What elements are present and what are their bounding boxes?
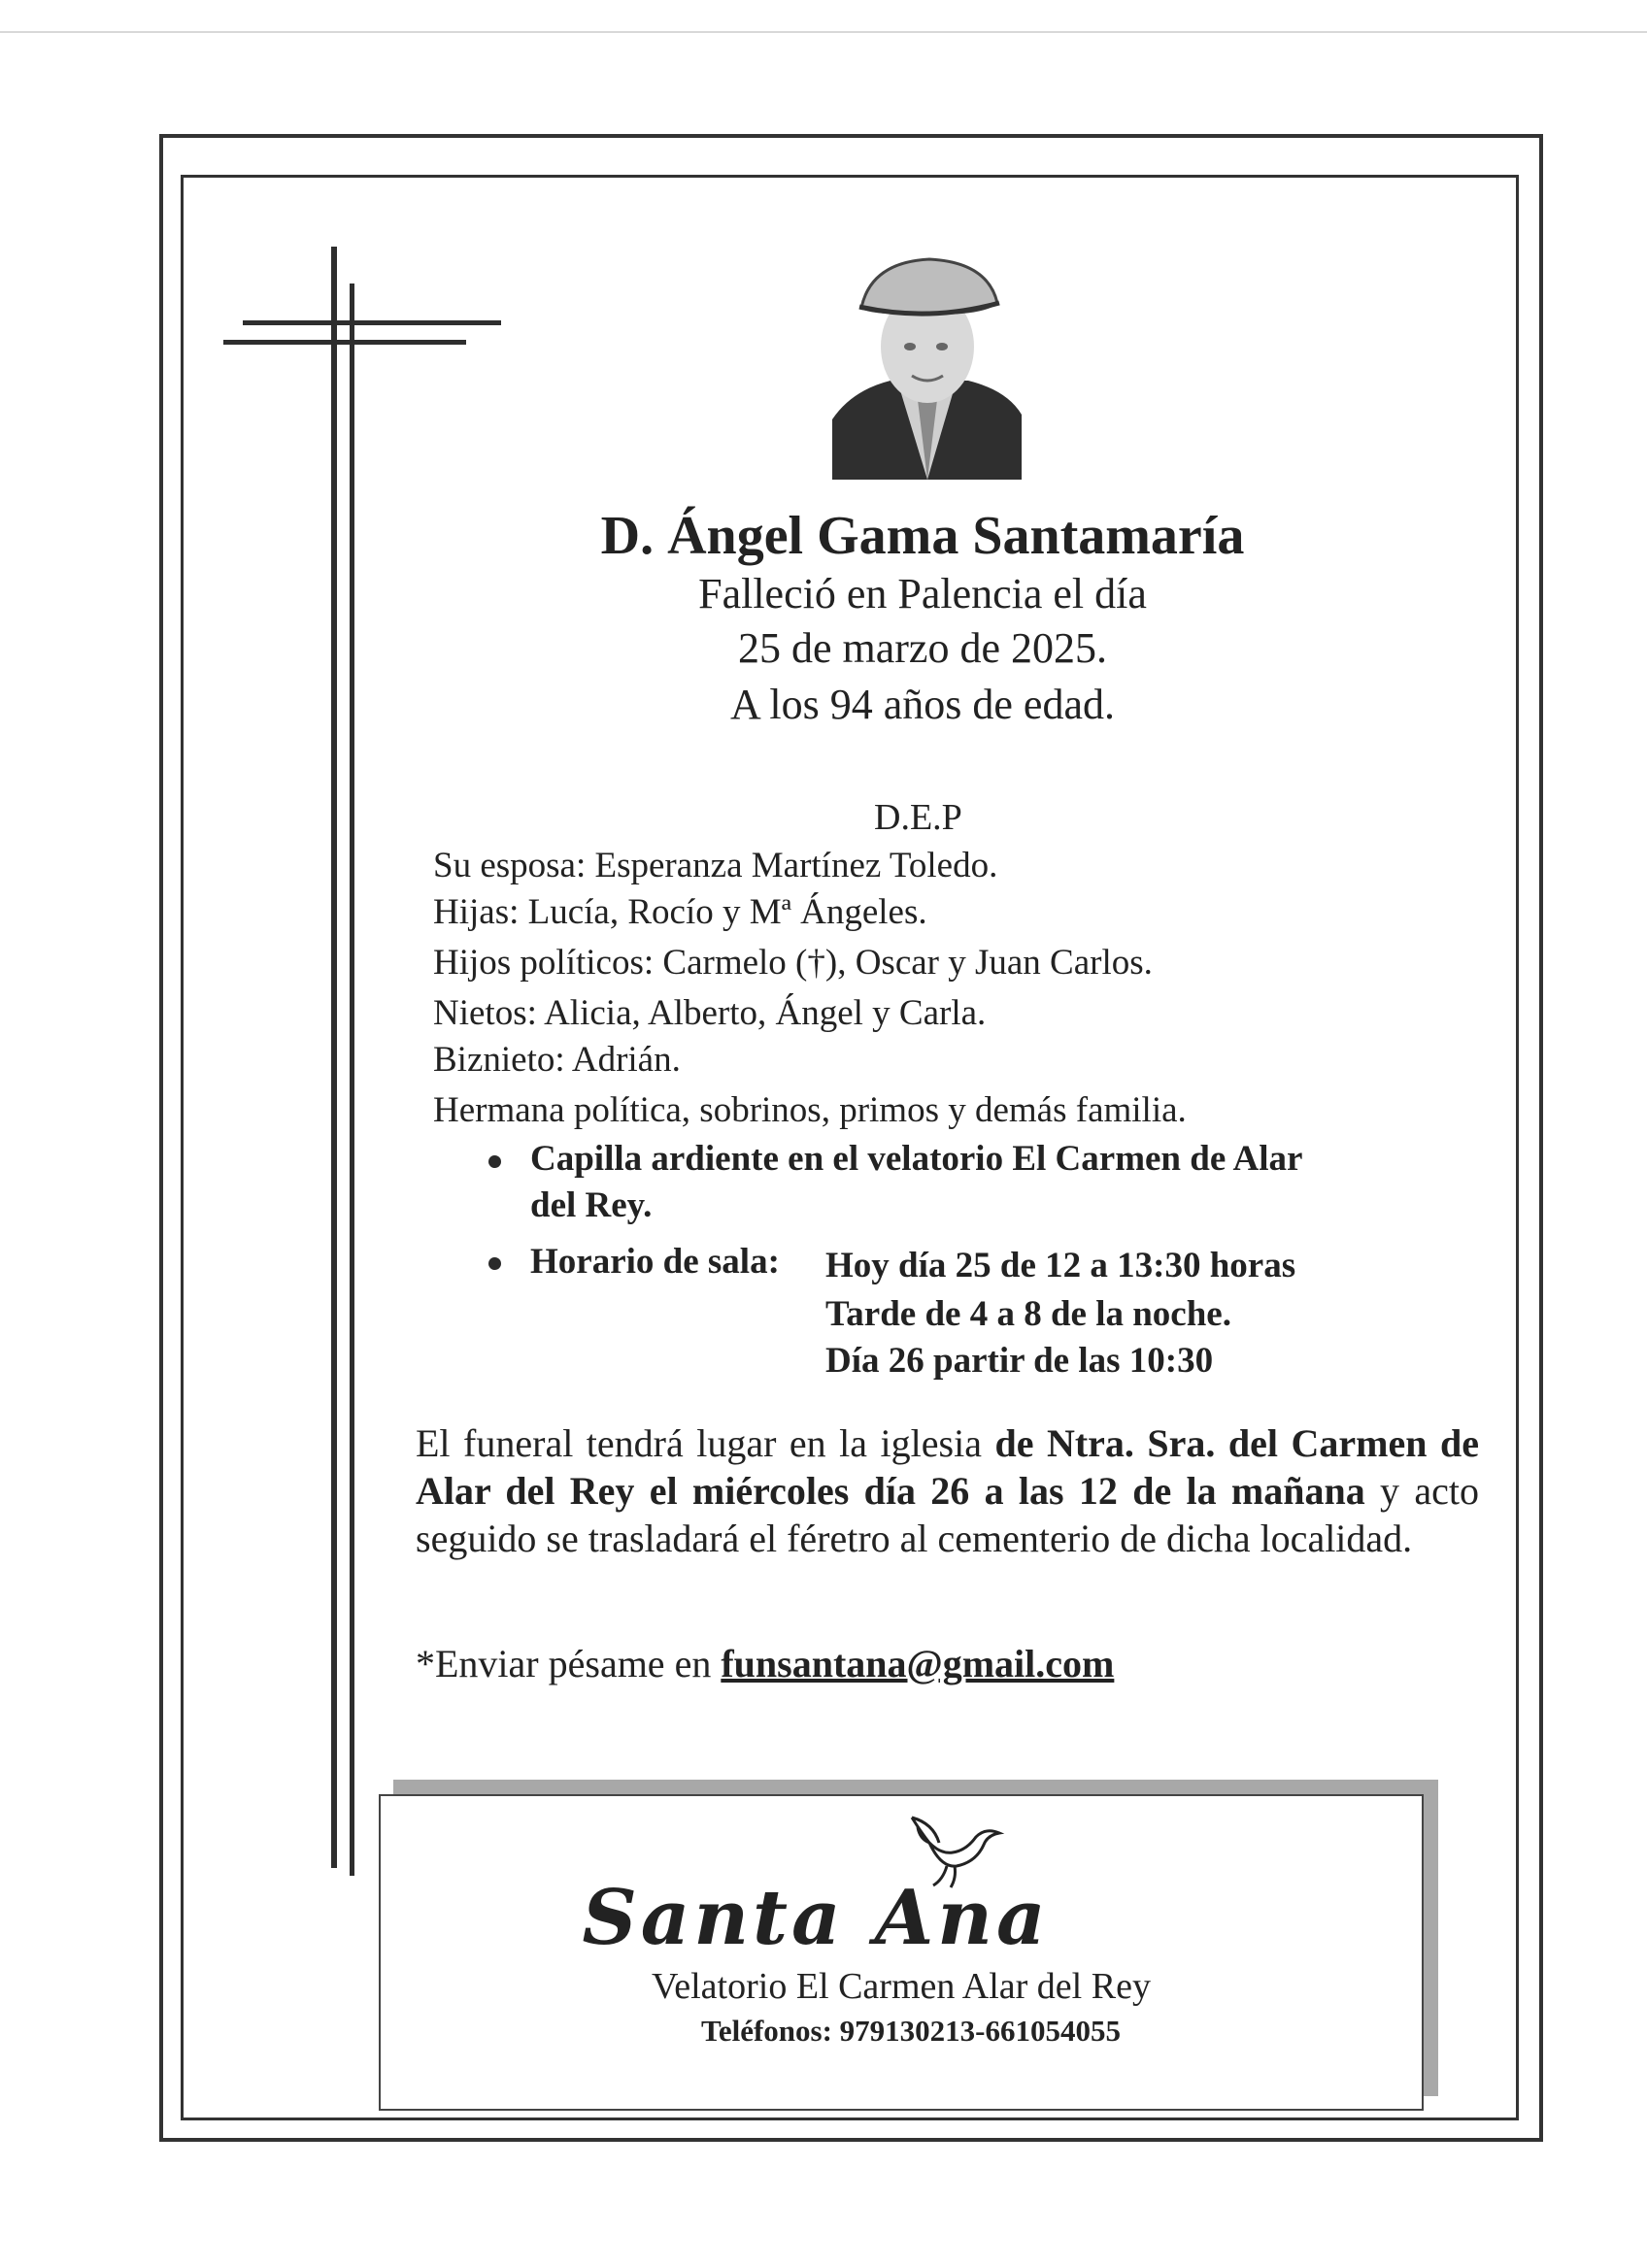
bullet-icon [488, 1257, 501, 1270]
condolences-line [416, 1641, 1114, 1686]
page-top-rule [0, 31, 1647, 33]
family-line-great-grandchild: Biznieto: Adrián. [433, 1040, 681, 1080]
funeral-text-2: y acto seguido se trasladará el féretro al cementerio de dicha localidad. [416, 1469, 1479, 1560]
family-line-grandchildren: Nietos: Alicia, Alberto, Ángel y Carla. [433, 993, 987, 1033]
bullet-icon [488, 1155, 501, 1168]
deceased-name: D. Ángel Gama Santamaría [600, 506, 1245, 566]
funeral-home-subtitle: Velatorio El Carmen Alar del Rey [652, 1966, 1151, 2007]
schedule-label: Horario de sala: [530, 1242, 780, 1282]
condolences-text: *Enviar pésame en [416, 1642, 722, 1685]
condolences-email-link[interactable]: funsantana@gmail.com [721, 1642, 1115, 1685]
dep-label: D.E.P [874, 797, 962, 838]
death-place-line: Falleció en Palencia el día [698, 570, 1147, 617]
family-line-in-laws: Hijos políticos: Carmelo (†), Oscar y Juan Carlos. [433, 943, 1153, 983]
family-line-spouse: Su esposa: Esperanza Martínez Toledo. [433, 846, 998, 885]
schedule-line-3: Día 26 partir de las 10:30 [825, 1341, 1214, 1381]
funeral-text-1: El funeral tendrá lugar en la iglesia [416, 1421, 995, 1465]
chapel-line-2: del Rey. [530, 1185, 653, 1225]
funeral-paragraph [416, 1419, 1479, 1562]
family-line-daughters: Hijas: Lucía, Rocío y Mª Ángeles. [433, 892, 927, 932]
family-line-others: Hermana política, sobrinos, primos y demás familia. [433, 1090, 1187, 1130]
schedule-line-1: Hoy día 25 de 12 a 13:30 horas [825, 1246, 1296, 1285]
funeral-home-brand: Santa Ana [582, 1874, 1050, 1962]
deceased-photo [832, 254, 1022, 480]
age-line: A los 94 años de edad. [730, 681, 1115, 728]
funeral-text-bold: de Ntra. Sra. del Carmen de Alar del Rey el miércoles día 26 a las 12 de la mañana [416, 1421, 1479, 1513]
death-date-line: 25 de marzo de 2025. [738, 624, 1107, 672]
schedule-line-2: Tarde de 4 a 8 de la noche. [825, 1294, 1231, 1334]
chapel-line-1: Capilla ardiente en el velatorio El Carmen de Alar [530, 1139, 1303, 1179]
funeral-home-phones: Teléfonos: 979130213-661054055 [701, 2014, 1121, 2048]
